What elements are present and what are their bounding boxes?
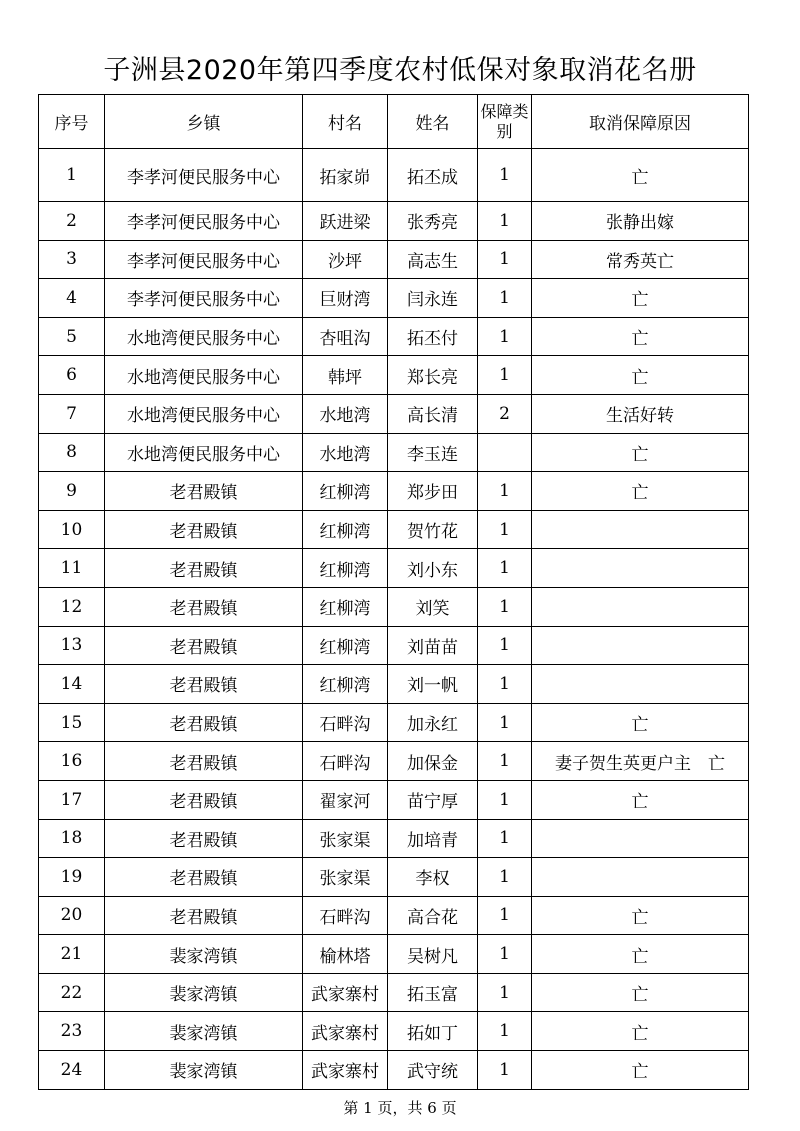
header-reason: 取消保障原因: [532, 95, 749, 149]
cell-seq: 20: [39, 896, 105, 935]
cell-seq: 22: [39, 973, 105, 1012]
cell-town: 老君殿镇: [105, 587, 303, 626]
cell-village: 榆林塔: [303, 935, 388, 974]
header-village: 村名: [303, 95, 388, 149]
cell-town: 老君殿镇: [105, 472, 303, 511]
cell-seq: 5: [39, 317, 105, 356]
cell-category: 1: [478, 665, 532, 704]
cell-reason: 亡: [532, 317, 749, 356]
cell-reason: [532, 587, 749, 626]
cell-reason: 亡: [532, 780, 749, 819]
cell-category: 1: [478, 240, 532, 279]
cell-seq: 1: [39, 149, 105, 202]
cell-seq: 7: [39, 394, 105, 433]
cell-reason: 亡: [532, 472, 749, 511]
cell-category: 1: [478, 819, 532, 858]
cell-seq: 12: [39, 587, 105, 626]
table-row: [39, 394, 749, 433]
table-row: [39, 240, 749, 279]
table-row: [39, 703, 749, 742]
cell-town: 老君殿镇: [105, 626, 303, 665]
cell-town: 裴家湾镇: [105, 973, 303, 1012]
cell-name: 李权: [388, 858, 478, 897]
cell-name: 高长清: [388, 394, 478, 433]
cell-seq: 2: [39, 202, 105, 241]
cell-village: 红柳湾: [303, 510, 388, 549]
cell-category: 1: [478, 1051, 532, 1090]
cell-reason: 亡: [532, 279, 749, 318]
cell-town: 老君殿镇: [105, 703, 303, 742]
cell-name: 拓丕成: [388, 149, 478, 202]
table-row: [39, 780, 749, 819]
cell-category: [478, 433, 532, 472]
cell-town: 裴家湾镇: [105, 1012, 303, 1051]
table-row: [39, 549, 749, 588]
header-name: 姓名: [388, 95, 478, 149]
cell-village: 张家渠: [303, 819, 388, 858]
cell-town: 裴家湾镇: [105, 935, 303, 974]
cell-seq: 15: [39, 703, 105, 742]
table-row: [39, 1012, 749, 1051]
cell-category: 1: [478, 858, 532, 897]
cell-village: 水地湾: [303, 394, 388, 433]
cell-seq: 4: [39, 279, 105, 318]
cell-category: 1: [478, 549, 532, 588]
cell-seq: 9: [39, 472, 105, 511]
cell-town: 老君殿镇: [105, 665, 303, 704]
cell-name: 加永红: [388, 703, 478, 742]
cell-town: 水地湾便民服务中心: [105, 317, 303, 356]
cell-reason: 常秀英亡: [532, 240, 749, 279]
cell-category: 1: [478, 973, 532, 1012]
cell-name: 拓玉富: [388, 973, 478, 1012]
cell-seq: 24: [39, 1051, 105, 1090]
cell-seq: 10: [39, 510, 105, 549]
cell-reason: 亡: [532, 1051, 749, 1090]
cell-name: 刘小东: [388, 549, 478, 588]
cell-village: 武家寨村: [303, 1012, 388, 1051]
cell-name: 闫永连: [388, 279, 478, 318]
cell-reason: 张静出嫁: [532, 202, 749, 241]
cell-village: 跃进梁: [303, 202, 388, 241]
cell-town: 老君殿镇: [105, 819, 303, 858]
cell-name: 刘笑: [388, 587, 478, 626]
cell-name: 郑长亮: [388, 356, 478, 395]
cell-town: 老君殿镇: [105, 858, 303, 897]
cell-village: 韩坪: [303, 356, 388, 395]
cell-name: 加保金: [388, 742, 478, 781]
table-row: [39, 626, 749, 665]
cell-village: 张家渠: [303, 858, 388, 897]
cell-town: 李孝河便民服务中心: [105, 279, 303, 318]
cell-village: 武家寨村: [303, 973, 388, 1012]
cell-name: 武守统: [388, 1051, 478, 1090]
cell-village: 红柳湾: [303, 587, 388, 626]
table-row: [39, 433, 749, 472]
cell-name: 李玉连: [388, 433, 478, 472]
cell-town: 老君殿镇: [105, 742, 303, 781]
cell-category: 1: [478, 896, 532, 935]
cell-name: 刘苗苗: [388, 626, 478, 665]
cell-reason: [532, 819, 749, 858]
cell-village: 红柳湾: [303, 472, 388, 511]
cell-reason: [532, 626, 749, 665]
table-row: [39, 587, 749, 626]
cell-name: 郑步田: [388, 472, 478, 511]
cell-reason: 亡: [532, 703, 749, 742]
table-row: [39, 665, 749, 704]
page-title: 子洲县2020年第四季度农村低保对象取消花名册: [103, 55, 697, 86]
cell-seq: 3: [39, 240, 105, 279]
cell-category: 1: [478, 780, 532, 819]
cell-name: 苗宁厚: [388, 780, 478, 819]
cell-village: 水地湾: [303, 433, 388, 472]
cell-town: 裴家湾镇: [105, 1051, 303, 1090]
cell-seq: 19: [39, 858, 105, 897]
cell-village: 巨财湾: [303, 279, 388, 318]
cell-reason: 妻子贺生英更户主 亡: [532, 742, 749, 781]
cell-seq: 16: [39, 742, 105, 781]
table-row: [39, 510, 749, 549]
cell-seq: 6: [39, 356, 105, 395]
cell-name: 高志生: [388, 240, 478, 279]
table-row: [39, 472, 749, 511]
cell-seq: 23: [39, 1012, 105, 1051]
cell-reason: [532, 510, 749, 549]
header-seq: 序号: [39, 95, 105, 149]
cell-town: 老君殿镇: [105, 780, 303, 819]
cell-category: 1: [478, 742, 532, 781]
cell-name: 加培青: [388, 819, 478, 858]
cell-village: 沙坪: [303, 240, 388, 279]
cell-reason: 亡: [532, 935, 749, 974]
cell-seq: 11: [39, 549, 105, 588]
cell-village: 武家寨村: [303, 1051, 388, 1090]
table-row: [39, 279, 749, 318]
header-category: 保障类别: [478, 95, 532, 149]
cell-reason: [532, 858, 749, 897]
cell-village: 石畔沟: [303, 896, 388, 935]
cell-category: 1: [478, 1012, 532, 1051]
cell-town: 老君殿镇: [105, 549, 303, 588]
cell-category: 1: [478, 935, 532, 974]
cell-village: 红柳湾: [303, 626, 388, 665]
cell-seq: 8: [39, 433, 105, 472]
cell-category: 1: [478, 626, 532, 665]
cell-town: 水地湾便民服务中心: [105, 356, 303, 395]
table-row: [39, 973, 749, 1012]
cell-town: 老君殿镇: [105, 896, 303, 935]
table-row: [39, 896, 749, 935]
cell-category: 1: [478, 202, 532, 241]
roster-table: [38, 94, 749, 1090]
cell-town: 李孝河便民服务中心: [105, 149, 303, 202]
cell-name: 高合花: [388, 896, 478, 935]
cell-category: 1: [478, 279, 532, 318]
cell-town: 李孝河便民服务中心: [105, 202, 303, 241]
cell-reason: 亡: [532, 149, 749, 202]
table-row: [39, 935, 749, 974]
table-row: [39, 149, 749, 202]
cell-seq: 14: [39, 665, 105, 704]
cell-name: 刘一帆: [388, 665, 478, 704]
table-row: [39, 742, 749, 781]
cell-name: 张秀亮: [388, 202, 478, 241]
cell-name: 拓丕付: [388, 317, 478, 356]
cell-reason: 亡: [532, 896, 749, 935]
cell-village: 红柳湾: [303, 665, 388, 704]
cell-category: 1: [478, 149, 532, 202]
table-row: [39, 317, 749, 356]
table-row: [39, 202, 749, 241]
header-town: 乡镇: [105, 95, 303, 149]
cell-village: 翟家河: [303, 780, 388, 819]
cell-village: 红柳湾: [303, 549, 388, 588]
cell-category: 1: [478, 472, 532, 511]
cell-category: 1: [478, 587, 532, 626]
cell-seq: 18: [39, 819, 105, 858]
cell-reason: 生活好转: [532, 394, 749, 433]
cell-category: 1: [478, 510, 532, 549]
cell-town: 水地湾便民服务中心: [105, 433, 303, 472]
cell-village: 石畔沟: [303, 703, 388, 742]
cell-category: 1: [478, 356, 532, 395]
table-row: [39, 356, 749, 395]
table-row: [39, 1051, 749, 1090]
cell-seq: 17: [39, 780, 105, 819]
cell-town: 水地湾便民服务中心: [105, 394, 303, 433]
cell-reason: [532, 665, 749, 704]
cell-name: 吴树凡: [388, 935, 478, 974]
cell-name: 贺竹花: [388, 510, 478, 549]
cell-reason: 亡: [532, 1012, 749, 1051]
cell-village: 杏咀沟: [303, 317, 388, 356]
cell-reason: [532, 549, 749, 588]
table-body: [39, 149, 749, 1090]
table-row: [39, 858, 749, 897]
cell-seq: 13: [39, 626, 105, 665]
table-header-row: [39, 95, 749, 149]
cell-reason: 亡: [532, 973, 749, 1012]
cell-reason: 亡: [532, 433, 749, 472]
cell-seq: 21: [39, 935, 105, 974]
cell-town: 老君殿镇: [105, 510, 303, 549]
cell-category: 2: [478, 394, 532, 433]
table-row: [39, 819, 749, 858]
cell-village: 拓家峁: [303, 149, 388, 202]
cell-category: 1: [478, 317, 532, 356]
cell-village: 石畔沟: [303, 742, 388, 781]
cell-name: 拓如丁: [388, 1012, 478, 1051]
cell-category: 1: [478, 703, 532, 742]
cell-reason: 亡: [532, 356, 749, 395]
page-footer: 第 1 页，共 6 页: [343, 1099, 457, 1117]
cell-town: 李孝河便民服务中心: [105, 240, 303, 279]
